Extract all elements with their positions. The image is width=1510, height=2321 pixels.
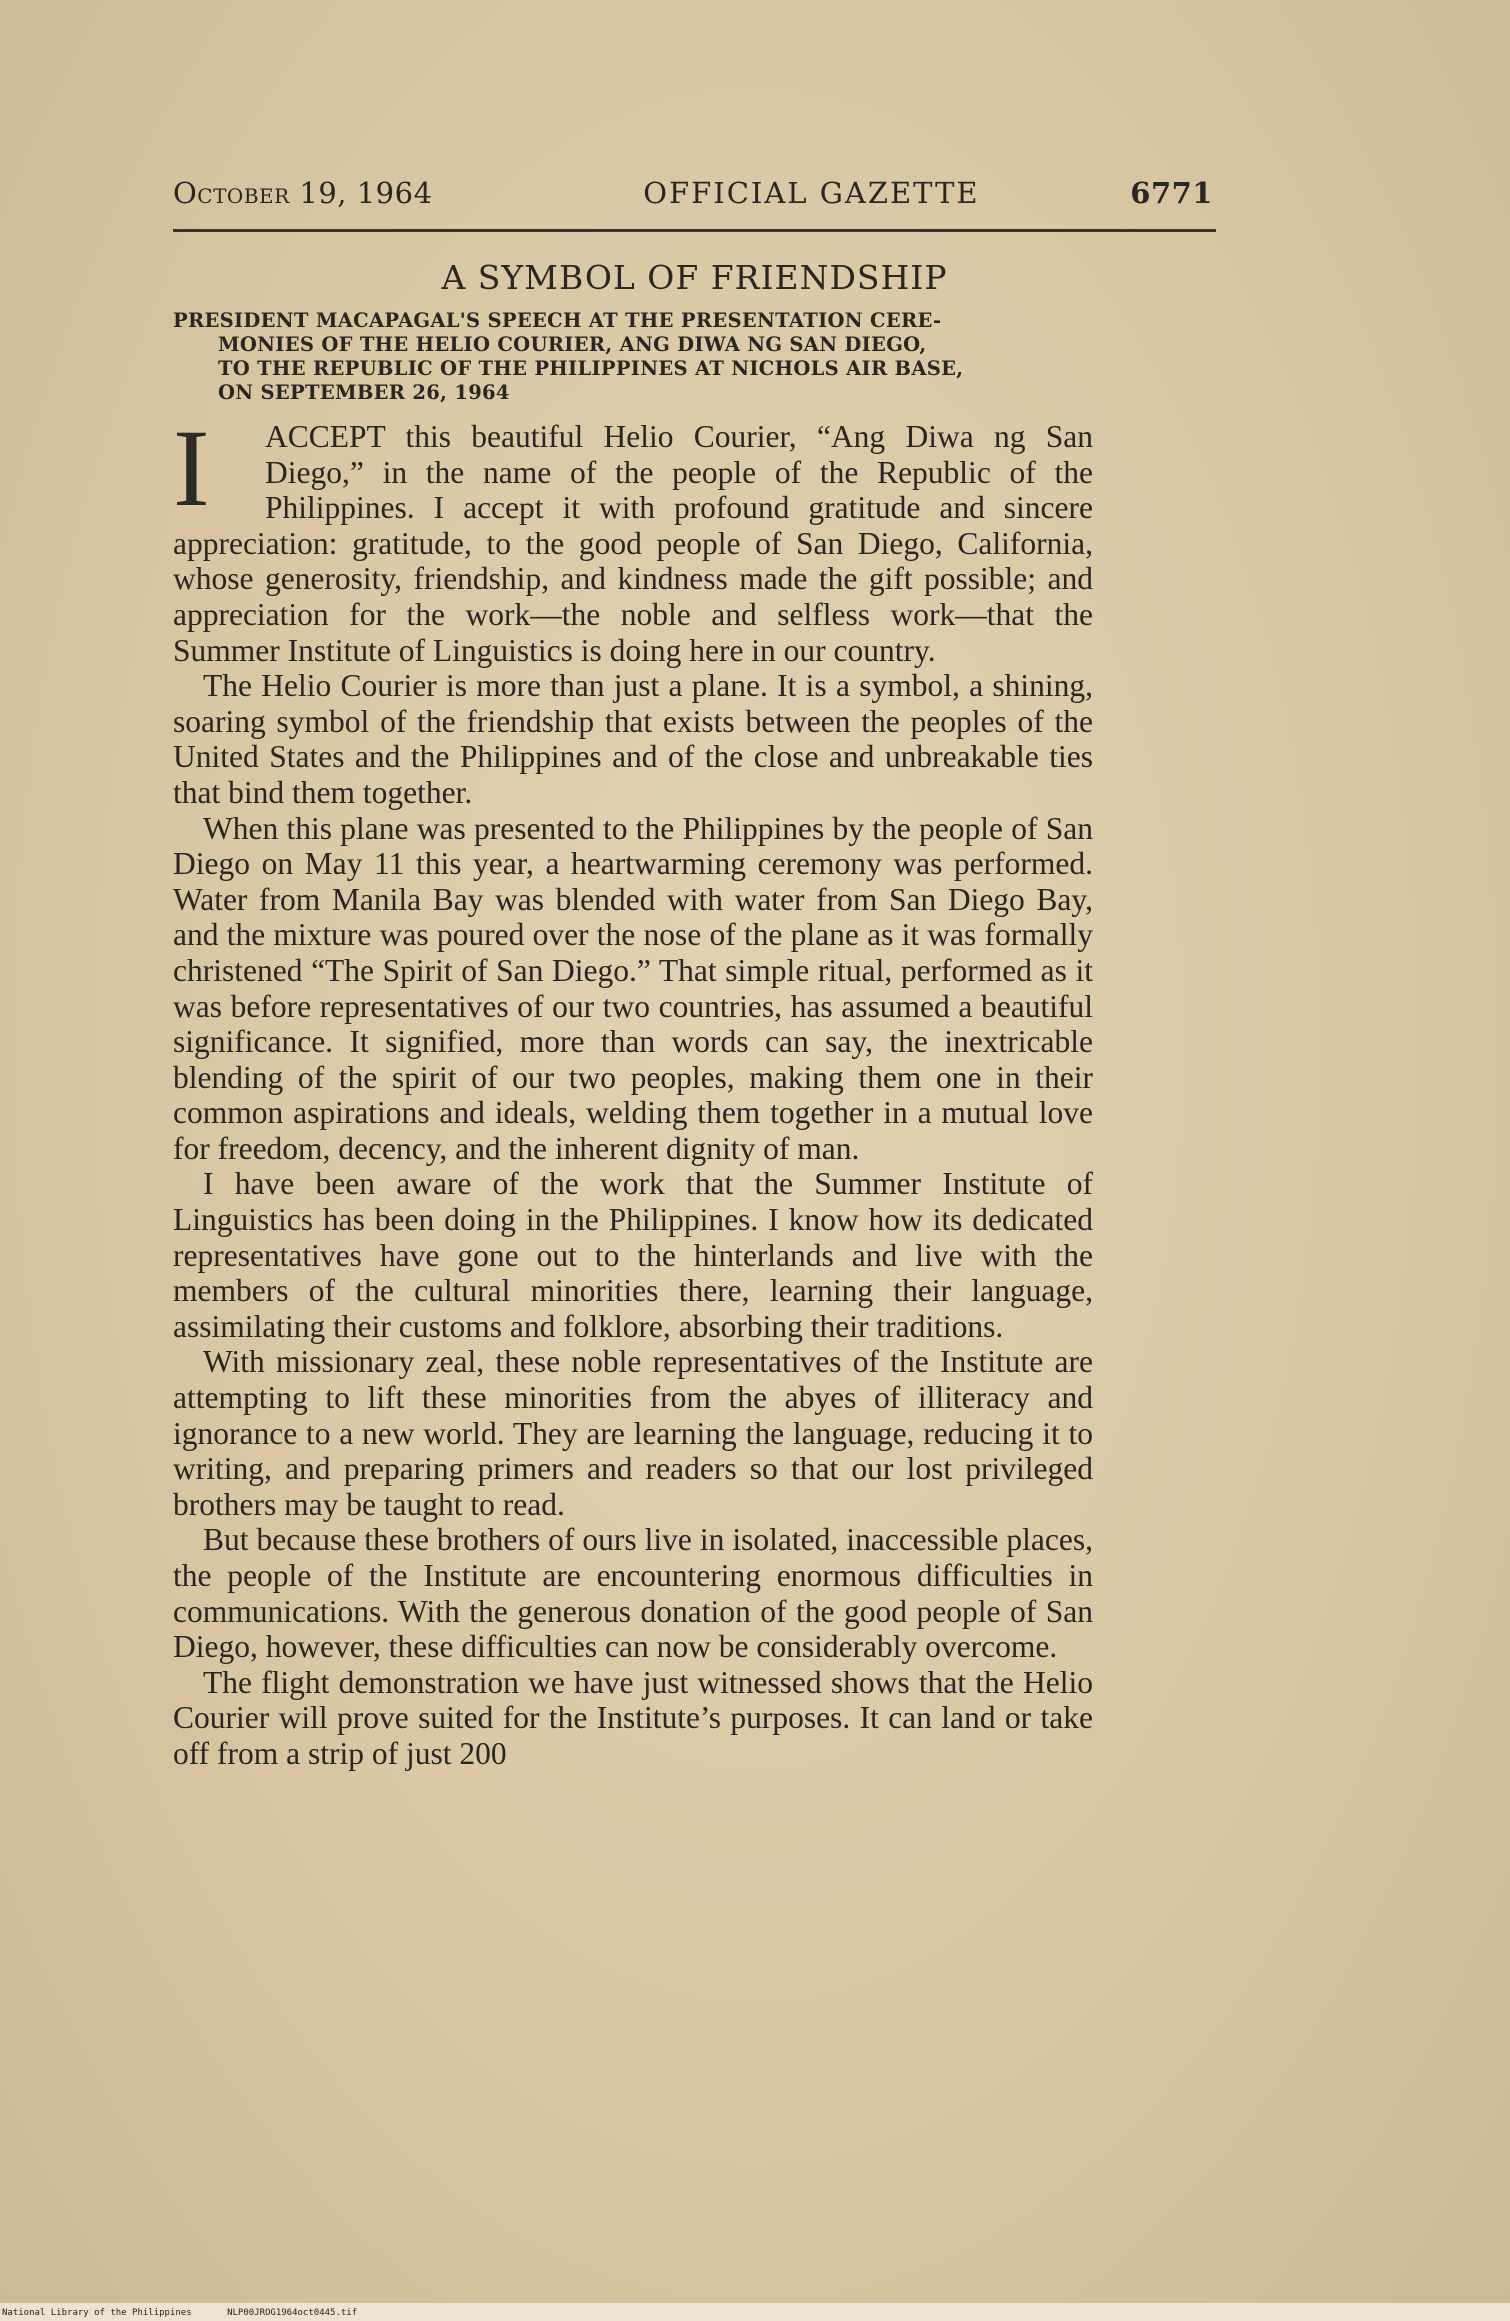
issue-date: October 19, 1964 xyxy=(173,176,433,210)
subtitle-line: MONIES OF THE HELIO COURIER, ANG DIWA NG SAN DIEGO, xyxy=(218,333,927,356)
scan-footer xyxy=(2,2308,387,2318)
page-number: 6771 xyxy=(1130,176,1213,210)
article-title: A SYMBOL OF FRIENDSHIP xyxy=(441,258,948,297)
paragraph: When this plane was presented to the Philippines by the people of San Diego on May 11 this year, a heartwarming ceremony was performed. Water from Manila Bay was blended with water from San Diego Bay, and the mixture was poured over the nose of the plane as it was formally christened “The Spirit of San Diego.” That simple ritual, performed as it was before representatives of our two countries, has assumed a beautiful significance. It signified, more than words can say, the inextricable blending of the spirit of our two peoples, making them one in their common aspirations and ideals, welding them together in a mutual love for freedom, decency, and the inherent dignity of man. xyxy=(173,810,1093,1166)
paragraph xyxy=(173,407,1093,668)
subtitle-line: TO THE REPUBLIC OF THE PHILIPPINES AT NICHOLS AIR BASE, xyxy=(218,357,964,380)
paragraph: With missionary zeal, these noble representatives of the Institute are attempting to lift these minorities from the abyes of illiteracy and ignorance to a new world. They are learning the language, reducing it to writing, and preparing primers and readers so that our lost privileged brothers may be taught to read. xyxy=(173,1344,1093,1522)
paragraph-text: ACCEPT this beautiful Helio Courier, “Ang Diwa ng San Diego,” in the name of the people of the Republic of the Philippines. I accept it with profound gratitude and sincere appreciation: gratitude, to the good people of San Diego, California, whose generosity, friendship, and kindness made the gift possible; and appreciation for the work—the noble and selfless work—that the Summer Institute of Linguistics is doing here in our country. xyxy=(173,419,1093,668)
paragraph: I have been aware of the work that the Summer Institute of Linguistics has been doing in the Philippines. I know how its dedicated representatives have gone out to the hinterlands and live with the members of the cultural minorities there, learning their language, assimilating their customs and folklore, absorbing their traditions. xyxy=(173,1166,1093,1344)
library-credit: National Library of the Philippines xyxy=(2,2308,192,2318)
article-subtitle xyxy=(173,309,1093,405)
file-id: NLP00JROG1964oct0445.tif xyxy=(227,2308,358,2318)
paragraph: The flight demonstration we have just witnessed shows that the Helio Courier will prove suited for the Institute’s purposes. It can land or take off from a strip of just 200 xyxy=(173,1664,1093,1771)
running-head xyxy=(173,176,1213,220)
header-rule xyxy=(173,229,1216,232)
drop-cap: I xyxy=(173,407,210,529)
paragraph: The Helio Courier is more than just a plane. It is a symbol, a shining, soaring symbol of the friendship that exists between the peoples of the United States and the Philippines and of the close and unbreakable ties that bind them together. xyxy=(173,668,1093,810)
subtitle-line: ON SEPTEMBER 26, 1964 xyxy=(218,381,510,404)
paragraph: But because these brothers of ours live in isolated, inaccessible places, the people of the Institute are encountering enormous difficulties in communications. With the generous donation of the good people of San Diego, however, these difficulties can now be considerably overcome. xyxy=(173,1522,1093,1665)
article-body xyxy=(173,407,1093,1772)
publication-name: OFFICIAL GAZETTE xyxy=(643,176,980,210)
subtitle-line: PRESIDENT MACAPAGAL'S SPEECH AT THE PRESENTATION CERE- xyxy=(173,309,942,332)
